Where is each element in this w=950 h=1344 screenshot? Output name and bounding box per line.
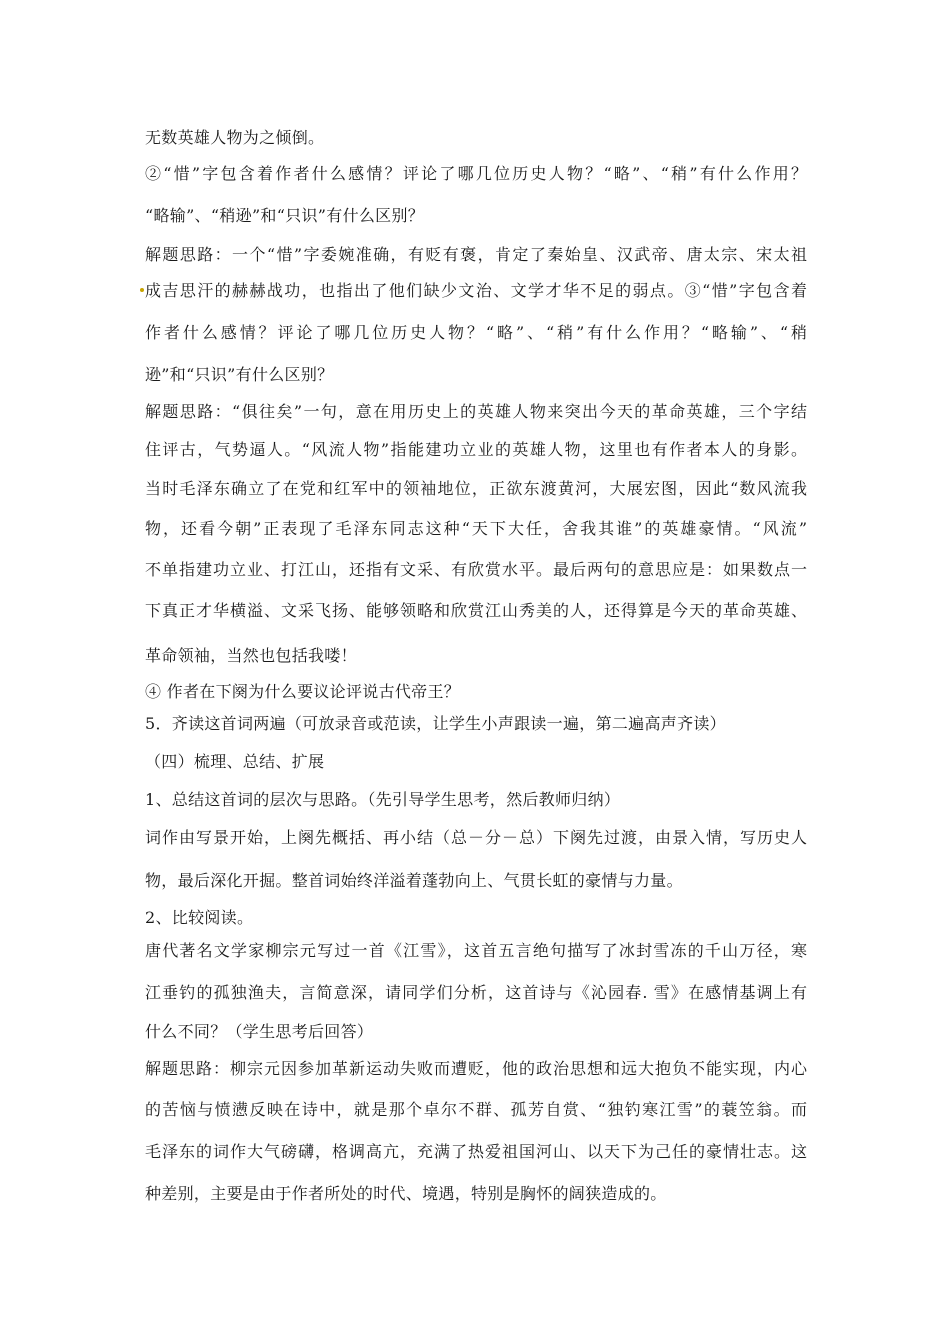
answer-line: 革命领袖，当然也包括我喽！ (145, 646, 357, 665)
answer-line: 当时毛泽东确立了在党和红军中的领袖地位，正欲东渡黄河，大展宏图，因此“数风流我 (145, 479, 807, 498)
question-line: 逊”和“只识”有什么区别？ (145, 365, 334, 384)
question-line: “略输”、“稍逊”和“只识”有什么区别？ (145, 206, 425, 225)
text-line: 词作由写景开始，上阕先概括、再小结（总－分－总）下阕先过渡，由景入情，写历史人 (145, 828, 807, 847)
text-line: 唐代著名文学家柳宗元写过一首《江雪》，这首五言绝句描写了冰封雪冻的千山万径，寒 (145, 941, 807, 960)
answer-line: 成吉思汗的赫赫战功，也指出了他们缺少文治、文学才华不足的弱点。③“惜”字包含着 (145, 281, 807, 300)
question-line: ④ 作者在下阕为什么要议论评说古代帝王？ (145, 682, 461, 701)
answer-line: 住评古，气势逼人。“风流人物”指能建功立业的英雄人物，这里也有作者本人的身影。 (145, 440, 807, 459)
question-line: 作者什么感情？评论了哪几位历史人物？“略”、“稍”有什么作用？“略输”、“稍 (145, 323, 807, 342)
step-line: 2、比较阅读。 (145, 908, 254, 927)
answer-line: 毛泽东的词作大气磅礴，格调高亢，充满了热爱祖国河山、以天下为己任的豪情壮志。这 (145, 1142, 807, 1161)
answer-line: 种差别，主要是由于作者所处的时代、境遇，特别是胸怀的阔狭造成的。 (145, 1184, 667, 1203)
answer-line: 物，还看今朝”正表现了毛泽东同志这种“天下大任，舍我其谁”的英雄豪情。“风流” (145, 519, 807, 538)
answer-line: 下真正才华横溢、文采飞扬、能够领略和欣赏江山秀美的人，还得算是今天的革命英雄、 (145, 601, 807, 620)
answer-line: 解题思路：“俱往矣”一句，意在用历史上的英雄人物来突出今天的革命英雄，三个字结 (145, 402, 807, 421)
answer-line: 解题思路：一个“惜”字委婉准确，有贬有褒，肯定了秦始皇、汉武帝、唐太宗、宋太祖 (145, 245, 807, 264)
answer-line: 解题思路：柳宗元因参加革新运动失败而遭贬，他的政治思想和远大抱负不能实现，内心 (145, 1059, 807, 1078)
text-line: 无数英雄人物为之倾倒。 (145, 128, 325, 147)
question-line: ②“惜”字包含着作者什么感情？评论了哪几位历史人物？“略”、“稍”有什么作用？ (145, 164, 807, 183)
text-line: 什么不同？（学生思考后回答） (145, 1022, 374, 1041)
text-line: 江垂钓的孤独渔夫，言简意深，请同学们分析，这首诗与《沁园春. 雪》在感情基调上有 (145, 983, 807, 1002)
answer-line: 不单指建功立业、打江山，还指有文采、有欣赏水平。最后两句的意思应是：如果数点一 (145, 560, 807, 579)
step-line: 5．齐读这首词两遍（可放录音或范读，让学生小声跟读一遍，第二遍高声齐读） (145, 714, 726, 733)
step-line: 1、总结这首词的层次与思路。（先引导学生思考，然后教师归纳） (145, 790, 621, 809)
text-line: 物，最后深化开掘。整首词始终洋溢着蓬勃向上、气贯长虹的豪情与力量。 (145, 871, 683, 890)
margin-mark (140, 288, 144, 292)
section-heading: （四）梳理、总结、扩展 (145, 752, 325, 771)
answer-line: 的苦恼与愤懑反映在诗中，就是那个卓尔不群、孤芳自赏、“独钓寒江雪”的蓑笠翁。而 (145, 1100, 807, 1119)
